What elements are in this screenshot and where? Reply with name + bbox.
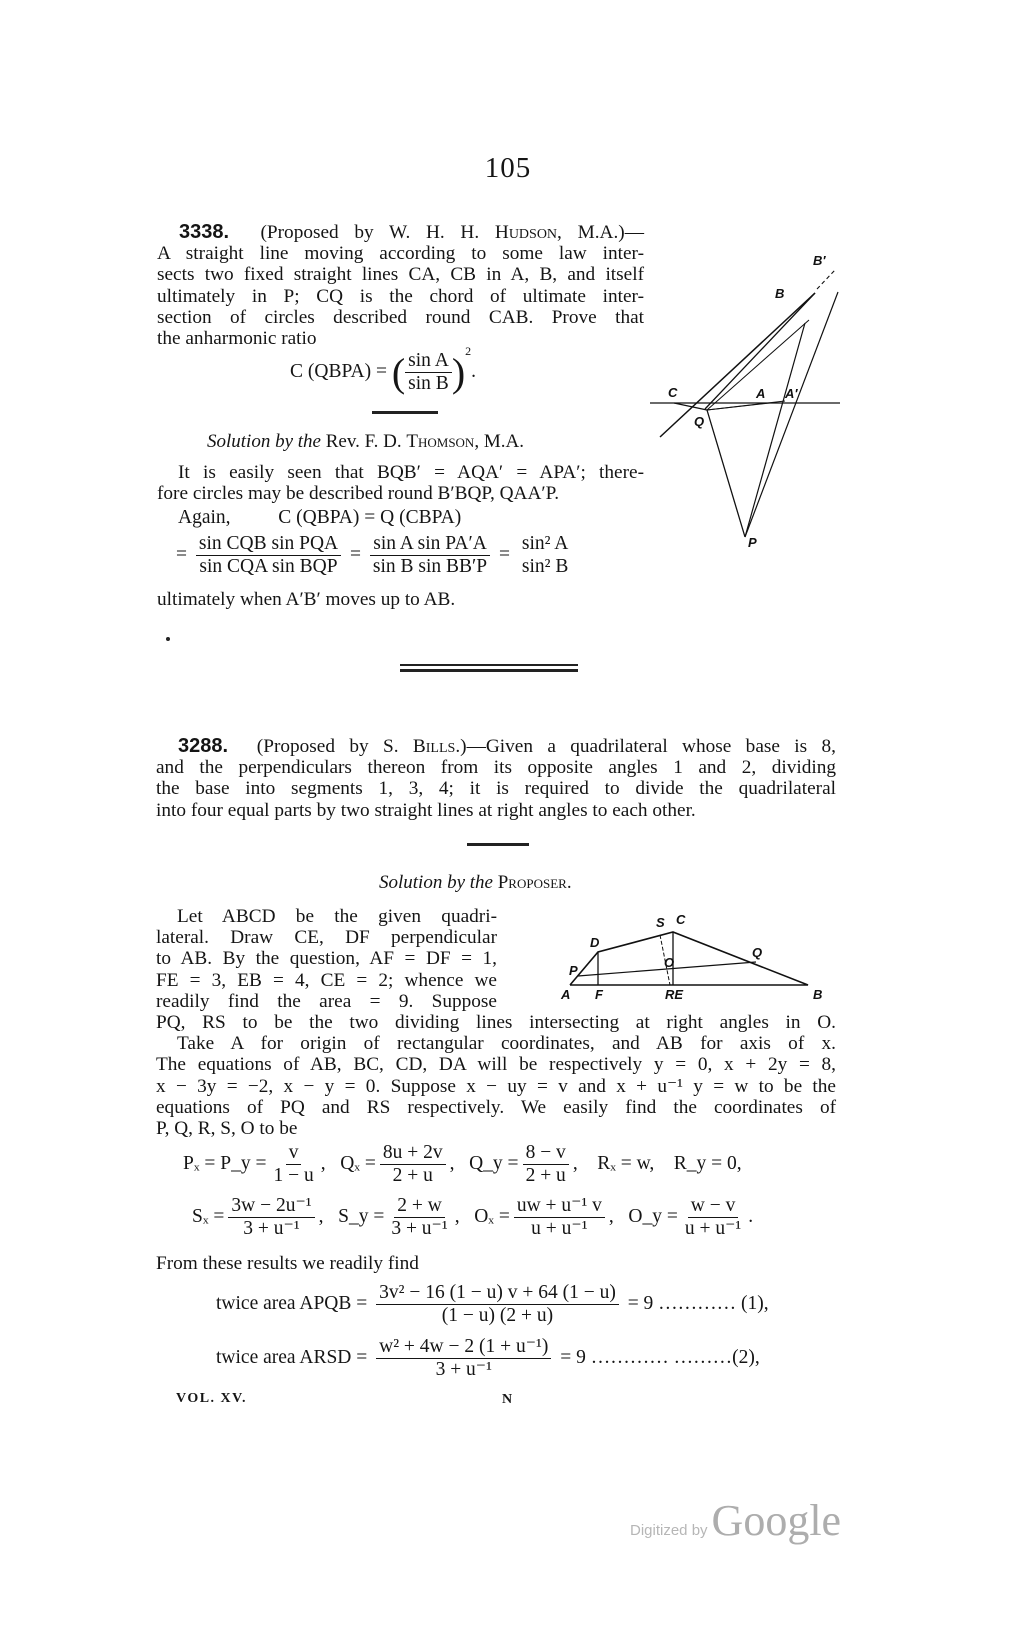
- anharmonic-ratio-formula: C (QBPA) = ( $\frac{\text{sin A}}{\text{sin B}}$ )$^2$.: [290, 344, 477, 396]
- ratio-3-numerator: sin² A: [521, 533, 569, 554]
- again-label: Again,: [178, 507, 231, 528]
- solution-3288-wide-text: [156, 1012, 836, 1139]
- equation-1-rhs: = 9 ………… (1),: [627, 1292, 769, 1314]
- label-q: Q: [752, 945, 763, 960]
- solution-3338-conclusion: ultimately when A′B′ moves up to AB.: [157, 589, 456, 610]
- problem-number: 3288.: [178, 735, 229, 757]
- label-b-prime: B′: [813, 253, 826, 268]
- label-q: Q: [694, 414, 705, 429]
- coord-ry: R_y = 0,: [673, 1152, 742, 1174]
- coord-numerator: 8 − v: [523, 1142, 569, 1165]
- ratio-3-denominator: sin² B: [521, 556, 569, 577]
- double-rule-top: [400, 664, 578, 666]
- equation-2-denominator: 3 + u⁻¹: [435, 1359, 492, 1380]
- proposer-intro: (Proposed by W. H. H.: [260, 222, 495, 243]
- signature-mark: N: [502, 1392, 514, 1407]
- solution-line: to AB. By the question, AF = DF = 1,: [156, 948, 497, 970]
- double-rule-bottom: [400, 669, 578, 672]
- label-a-prime: A′: [785, 386, 798, 401]
- statement-line: the anharmonic ratio: [157, 328, 317, 350]
- solution-line: Let ABCD be the given quadri-: [177, 906, 497, 927]
- coord-tail: .: [748, 1205, 754, 1227]
- solution-line: PQ, RS to be the two dividing lines intersecting at right angles in O.: [156, 1012, 836, 1033]
- statement-line: and the perpendiculars thereon from its opposite angles 1 and 2, dividing: [156, 757, 836, 779]
- solution-heading-name: Proposer: [497, 872, 567, 893]
- coordinates-row-2: [192, 1195, 753, 1240]
- solution-heading-3288: [379, 872, 572, 893]
- google-watermark: [630, 1495, 841, 1546]
- solution-line: P, Q, R, S, O to be: [156, 1118, 298, 1140]
- formula-exponent: 2: [465, 344, 472, 358]
- label-c: C: [668, 385, 678, 400]
- equation-2-numerator: w² + 4w − 2 (1 + u⁻¹): [376, 1336, 551, 1359]
- proposer-suffix: .)—Given a quadrilateral whose base is 8,: [455, 736, 836, 757]
- coord-sy: [338, 1195, 460, 1239]
- problem-3338-header: [157, 222, 644, 243]
- diagram-3288: [528, 905, 828, 1000]
- coordinates-row-1: [183, 1142, 742, 1187]
- coord-tail: ,: [449, 1152, 455, 1174]
- label-d: D: [590, 935, 600, 950]
- coord-lhs: Qₓ =: [340, 1152, 376, 1174]
- coord-lhs: S_y =: [338, 1205, 385, 1227]
- statement-line: section of circles described round CAB. Prove that: [157, 306, 644, 328]
- equation-1: [216, 1282, 769, 1327]
- solution-heading-suffix: .: [566, 872, 572, 893]
- label-f: F: [595, 987, 603, 1000]
- solution-line: lateral. Draw CE, DF perpendicular: [156, 927, 497, 949]
- solution-line: x − 3y = −2, x − y = 0. Suppose x − uy = v and x + u⁻¹ y = w to be the: [156, 1075, 836, 1097]
- coord-denominator: 3 + u⁻¹: [243, 1218, 300, 1239]
- diagram-line-extension: [817, 270, 835, 289]
- equation-1-lhs: twice area APQB =: [216, 1292, 368, 1314]
- coord-numerator: 8u + 2v: [380, 1142, 446, 1165]
- label-p: P: [748, 535, 757, 550]
- stray-dot: [166, 637, 170, 641]
- label-re: RE: [665, 987, 684, 1000]
- again-equation: C (QBPA) = Q (CBPA): [278, 507, 462, 528]
- solution-line: equations of PQ and RS respectively. We easily find the coordinates of: [156, 1096, 836, 1118]
- solution-line: Take A for origin of rectangular coordinates, and AB for axis of x.: [177, 1033, 836, 1055]
- formula-lhs: C (QBPA) =: [290, 361, 387, 382]
- coord-lhs: Oₓ =: [474, 1205, 510, 1227]
- proposer-suffix: , M.A.)—: [557, 222, 644, 243]
- ratio-1-denominator: sin CQA sin BQP: [199, 556, 338, 577]
- solution-heading-italic: Solution by the: [207, 431, 321, 452]
- equation-1-numerator: 3v² − 16 (1 − u) v + 64 (1 − u): [376, 1282, 619, 1305]
- proposer-name: Hudson: [494, 222, 558, 243]
- solution-line: The equations of AB, BC, CD, DA will be respectively y = 0, x + 2y = 8,: [156, 1054, 836, 1076]
- coord-qy: [469, 1142, 578, 1186]
- equation-2: [216, 1336, 760, 1381]
- equation-2-rhs: = 9 ………… ………(2),: [560, 1346, 760, 1368]
- label-a: A: [756, 386, 766, 401]
- equation-1-denominator: (1 − u) (2 + u): [441, 1305, 554, 1326]
- diagram-line-pb-prime: [745, 292, 838, 537]
- solution-heading-name: Thomson: [406, 431, 475, 452]
- sine-ratio-chain: = $\frac{\text{sin CQB sin PQA}}{\text{sin CQA sin BQP}}$ = $\frac{\text{sin A sin PA′A}}{\text{sin B sin BB′P}}$ = sin² A sin² B: [176, 533, 575, 578]
- ratio-2-denominator: sin B sin BB′P: [372, 556, 488, 577]
- solution-3288-narrow-text: [156, 906, 497, 1012]
- coord-numerator: uw + u⁻¹ v: [514, 1195, 605, 1218]
- solution-heading-3338: [207, 431, 524, 452]
- coord-denominator: u + u⁻¹: [531, 1218, 588, 1239]
- coord-lhs: Sₓ =: [192, 1205, 225, 1227]
- proposer-intro: (Proposed by S.: [256, 736, 413, 757]
- equation-2-lhs: twice area ARSD =: [216, 1346, 368, 1368]
- coord-numerator: v: [286, 1142, 302, 1165]
- statement-line: the base into segments 1, 3, 4; it is required to divide the quadrilateral: [156, 778, 836, 800]
- label-s: S: [656, 915, 665, 930]
- solution-line: readily find the area = 9. Suppose: [156, 990, 497, 1012]
- solution-3338-text: [157, 462, 644, 504]
- section-rule-short: [372, 411, 438, 414]
- statement-line: sects two fixed straight lines CA, CB in A, B, and itself: [157, 264, 644, 286]
- coord-numerator: 3w − 2u⁻¹: [228, 1195, 314, 1218]
- ratio-1-numerator: sin CQB sin PQA: [196, 533, 341, 556]
- coord-denominator: 1 − u: [273, 1165, 314, 1186]
- coord-lhs: Q_y =: [469, 1152, 519, 1174]
- again-line: [178, 507, 461, 529]
- page-number: 105: [484, 152, 532, 184]
- solution-heading-suffix: , M.A.: [474, 431, 524, 452]
- coord-qx: [340, 1142, 455, 1186]
- problem-3288-header: [156, 736, 836, 757]
- formula-numerator: sin A: [405, 350, 452, 373]
- diagram-3338: [645, 245, 845, 555]
- formula-denominator: sin B: [408, 373, 449, 395]
- statement-line: into four equal parts by two straight lines at right angles to each other.: [156, 799, 696, 821]
- coord-tail: ,: [572, 1152, 578, 1174]
- diagram-line-pb: [745, 323, 805, 537]
- solution-heading-rest: Rev. F. D.: [320, 431, 407, 452]
- coord-denominator: 2 + u: [392, 1165, 433, 1186]
- solution-line: fore circles may be described round B′BQP, QAA′P.: [157, 483, 560, 505]
- coord-sx: [192, 1195, 324, 1239]
- problem-3288-statement: [156, 736, 836, 821]
- coord-tail: ,: [454, 1205, 460, 1227]
- solution-line: It is easily seen that BQB′ = AQA′ = APA′; there-: [178, 462, 644, 483]
- quadrilateral-abcd: [570, 932, 808, 985]
- watermark-google-logo: Google: [711, 1496, 842, 1545]
- statement-line: A straight line moving according to some law inter-: [157, 243, 644, 265]
- coord-numerator: w − v: [688, 1195, 739, 1218]
- coord-denominator: 3 + u⁻¹: [391, 1218, 448, 1239]
- coord-ox: [474, 1195, 614, 1239]
- volume-footer: VOL. XV.: [176, 1391, 247, 1406]
- coord-tail: ,: [608, 1205, 614, 1227]
- label-c: C: [676, 912, 686, 927]
- coord-px-py: [183, 1142, 326, 1186]
- coord-tail: ,: [318, 1205, 324, 1227]
- section-rule-short: [467, 843, 529, 846]
- ratio-2-numerator: sin A sin PA′A: [370, 533, 490, 556]
- label-b: B: [775, 286, 785, 301]
- solution-line: FE = 3, EB = 4, CE = 2; whence we: [156, 969, 497, 991]
- coord-lhs: O_y =: [628, 1205, 678, 1227]
- coord-denominator: 2 + u: [525, 1165, 566, 1186]
- coord-denominator: u + u⁻¹: [684, 1218, 742, 1239]
- label-a: A: [561, 987, 571, 1000]
- problem-3338-statement: [157, 222, 644, 349]
- coord-rx: Rₓ = w,: [597, 1152, 655, 1174]
- coord-tail: ,: [320, 1152, 326, 1174]
- coord-oy: [628, 1195, 754, 1239]
- solution-heading-italic: Solution by the: [379, 872, 493, 893]
- coord-numerator: 2 + w: [394, 1195, 445, 1218]
- proposer-name: Bills: [412, 736, 456, 757]
- statement-line: ultimately in P; CQ is the chord of ultimate inter-: [157, 285, 644, 307]
- label-p: P: [569, 963, 578, 978]
- label-b: B: [813, 987, 823, 1000]
- problem-number: 3338.: [179, 221, 230, 243]
- watermark-small-text: Digitized by: [630, 1522, 708, 1539]
- results-intro: From these results we readily find: [156, 1253, 419, 1274]
- diagram-line-qp: [707, 410, 745, 537]
- label-o: O: [664, 955, 675, 970]
- coord-lhs: Pₓ = P_y =: [183, 1152, 267, 1174]
